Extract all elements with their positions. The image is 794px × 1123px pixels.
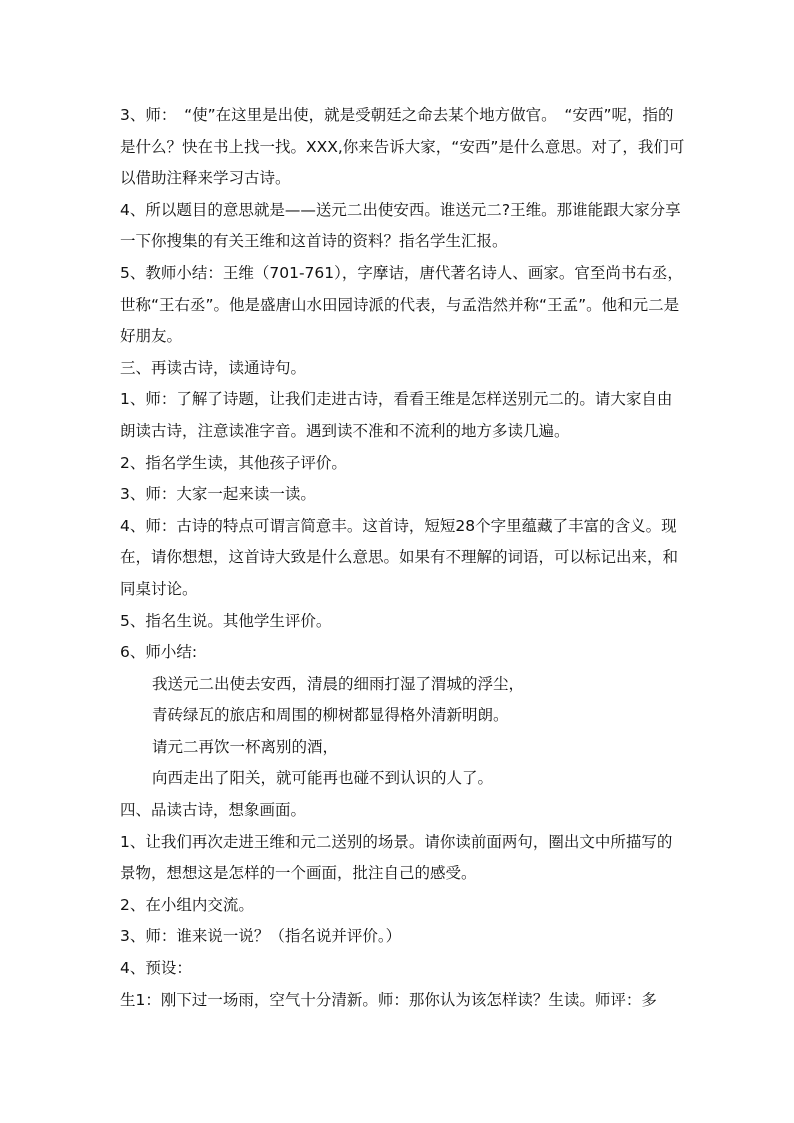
paragraph: 6、师小结: (120, 643, 198, 662)
paragraph: 5、指名生说。其他学生评价。 (120, 611, 332, 630)
poem-translation-line: 请元二再饮一杯离别的酒， (152, 737, 339, 756)
paragraph: 5、教师小结：王维（701-761），字摩诘，唐代著名诗人、画家。官至尚书右丞，世称“王右丞”。他是盛唐山水田园诗派的代表，与孟浩然并称“王孟”。他和元二是好朋友。 (120, 263, 683, 346)
paragraph: 3、师： “使”在这里是出使，就是受朝廷之命去某个地方做官。 “安西”呢，指的是什么？快在书上找一找。XXX,你来告诉大家，“安西”是什么意思。对了，我们可以借助注释来学习古诗。 (120, 106, 685, 188)
paragraph: 生1：刚下过一场雨，空气十分清新。师：那你认为该怎样读？生读。师评：多 (120, 990, 657, 1009)
section-heading: 三、再读古诗，读通诗句。 (120, 358, 307, 377)
poem-translation-line: 我送元二出使去安西，清晨的细雨打湿了渭城的浮尘， (152, 674, 525, 693)
paragraph: 2、指名学生读，其他孩子评价。 (120, 453, 347, 472)
paragraph: 4、预设： (120, 959, 192, 978)
paragraph: 1、师：了解了诗题，让我们走进古诗，看看王维是怎样送别元二的。请大家自由朗读古诗，注意读准字音。遇到读不准和不流利的地方多读几遍。 (120, 390, 673, 440)
paragraph: 4、所以题目的意思就是——送元二出使安西。谁送元二?王维。那谁能跟大家分享一下你搜集的有关王维和这首诗的资料？指名学生汇报。 (120, 200, 681, 251)
document-body (120, 100, 686, 1016)
paragraph: 1、让我们再次走进王维和元二送别的场景。请你读前面两句，圈出文中所描写的景物，想想这是怎样的一个画面，批注自己的感受。 (120, 832, 673, 883)
paragraph: 3、师：谁来说一说？（指名说并评价。） (120, 927, 402, 946)
paragraph: 2、在小组内交流。 (120, 895, 254, 914)
section-heading: 四、品读古诗，想象画面。 (120, 801, 307, 820)
paragraph: 3、师：大家一起来读一读。 (120, 485, 316, 504)
paragraph: 4、师：古诗的特点可谓言简意丰。这首诗，短短28个字里蕴藏了丰富的含义。现在，请你想想，这首诗大致是什么意思。如果有不理解的词语，可以标记出来，和同桌讨论。 (120, 516, 679, 598)
poem-translation-line: 向西走出了阳关，就可能再也碰不到认识的人了。 (152, 769, 494, 788)
poem-translation-line: 青砖绿瓦的旅店和周围的柳树都显得格外清新明朗。 (152, 706, 509, 725)
